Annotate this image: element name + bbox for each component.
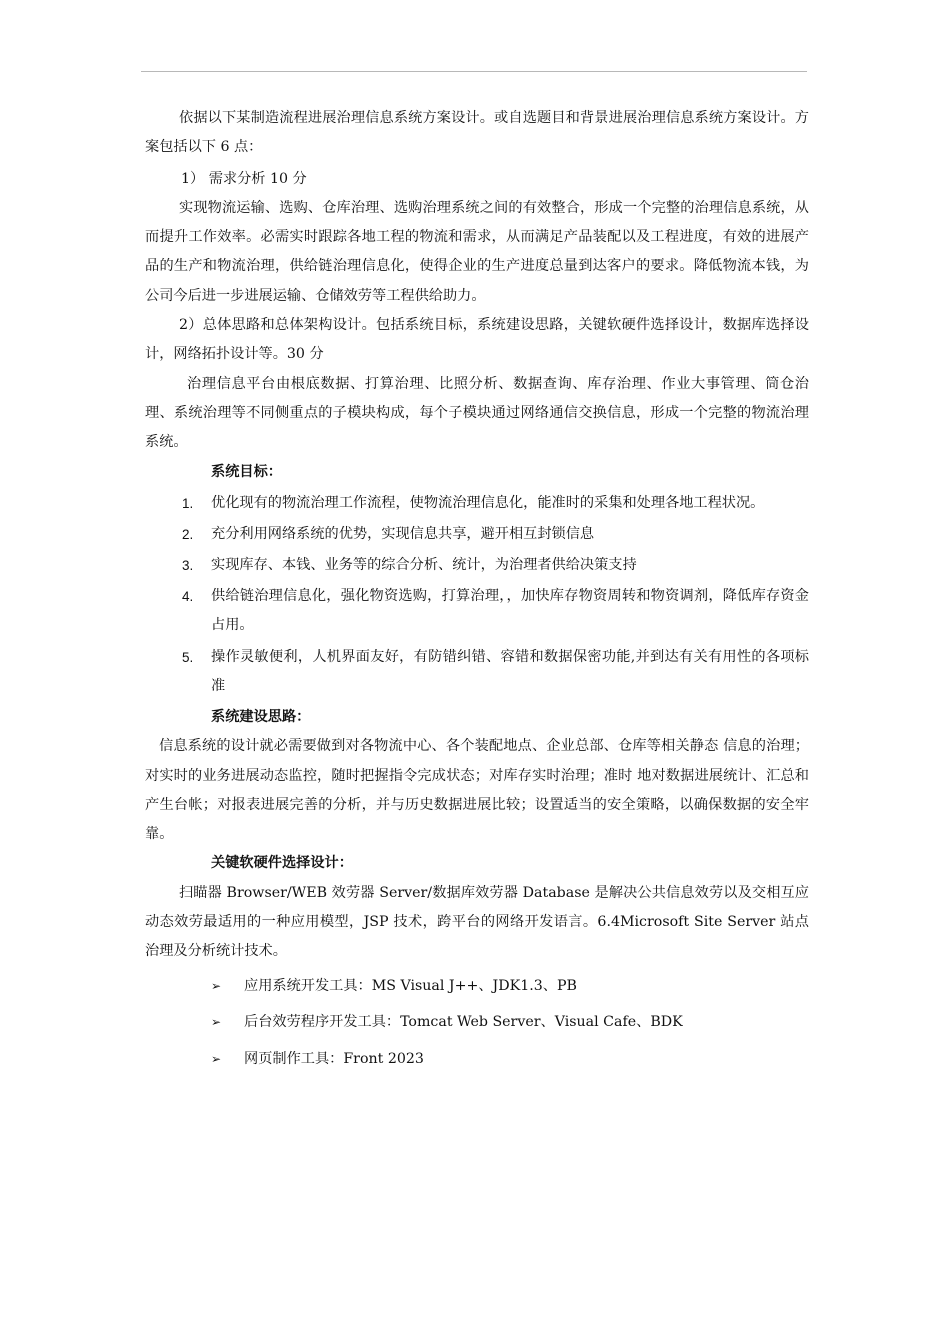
- list-item-text: 应用系统开发工具：MS Visual J++、JDK1.3、PB: [244, 977, 577, 994]
- list-item: [145, 643, 809, 702]
- hardware-software-heading: 关键软硬件选择设计：: [211, 855, 353, 872]
- list-number: 4.: [182, 589, 194, 605]
- hardware-software-paragraph: 扫瞄器 Browser/WEB 效劳器 Server/数据库效劳器 Database 是解决公共信息效劳以及交相互应动态效劳最适用的一种应用模型，JSP 技术，跨平台的网络开发语言。6.4Microsoft Site Server 站点治理及分析统计技术。: [145, 884, 809, 960]
- list-item-text: 供给链治理信息化，强化物资选购，打算治理，，加快库存物资周转和物资调剂，降低库存资金占用。: [211, 588, 809, 634]
- list-item: [145, 1008, 809, 1037]
- list-number: 5.: [182, 649, 194, 665]
- construction-paragraph: 信息系统的设计就必需要做到对各物流中心、各个装配地点、企业总部、仓库等相关静态 信息的治理；对实时的业务进展动态监控，随时把握指令完成状态；对库存实时治理；准时 地对数据进展统计、汇总和产生台帐；对报表进展完善的分析，并与历史数据进展比较；设置适当的安全策略，以确保数据的安全牢靠。: [145, 738, 809, 843]
- list-item: [145, 489, 809, 518]
- intro-paragraph: 依据以下某制造流程进展治理信息系统方案设计。或自选题目和背景进展治理信息系统方案设计。方案包括以下 6 点：: [145, 110, 809, 156]
- list-item: [145, 520, 809, 549]
- list-item-text: 后台效劳程序开发工具：Tomcat Web Server、Visual Cafe、BDK: [244, 1014, 683, 1031]
- list-number: 2.: [182, 526, 194, 542]
- arrow-bullet-icon: ➢: [211, 978, 222, 993]
- list-item-text: 实现库存、本钱、业务等的综合分析、统计，为治理者供给决策支持: [211, 557, 637, 574]
- list-item-text: 优化现有的物流治理工作流程，使物流治理信息化，能准时的采集和处理各地工程状况。: [211, 494, 765, 511]
- header-rule: [141, 71, 807, 72]
- list-item-text: 操作灵敏便利，人机界面友好，有防错纠错、容错和数据保密功能,并到达有关有用性的各项标准: [211, 648, 809, 694]
- requirements-paragraph: 实现物流运输、选购、仓库治理、选购治理系统之间的有效整合，形成一个完整的治理信息系统，从而提升工作效率。必需实时跟踪各地工程的物流和需求，从而满足产品装配以及工程进度，有效的进展产品的生产和物流治理，供给链治理信息化，使得企业的生产进度总量到达客户的要求。降低物流本钱，为公司今后进一步进展运输、仓储效劳等工程供给助力。: [145, 199, 809, 304]
- goals-heading: 系统目标：: [211, 463, 282, 480]
- list-item-text: 充分利用网络系统的优势，实现信息共享，避开相互封锁信息: [211, 525, 595, 542]
- tools-list: [145, 972, 809, 1075]
- goals-list: [145, 489, 809, 701]
- arrow-bullet-icon: ➢: [211, 1015, 222, 1030]
- construction-heading: 系统建设思路：: [211, 708, 311, 725]
- document-body: [145, 104, 809, 1082]
- platform-paragraph: 治理信息平台由根底数据、打算治理、比照分析、数据查询、库存治理、作业大事管理、筒仓治理、系统治理等不同侧重点的子模块构成，每个子模块通过网络通信交换信息，形成一个完整的物流治理系统。: [145, 375, 809, 451]
- list-item: [145, 972, 809, 1001]
- list-item: [145, 551, 809, 580]
- list-item: [145, 1045, 809, 1074]
- list-number: 3.: [182, 558, 194, 574]
- arrow-bullet-icon: ➢: [211, 1052, 222, 1067]
- section-1-title: 1） 需求分析 10 分: [181, 170, 307, 187]
- list-item-text: 网页制作工具：Front 2023: [244, 1051, 424, 1068]
- section-2-title: 2）总体思路和总体架构设计。包括系统目标，系统建设思路，关键软硬件选择设计，数据库选择设计，网络拓扑设计等。30 分: [145, 317, 809, 363]
- list-number: 1.: [182, 495, 194, 511]
- list-item: [145, 582, 809, 641]
